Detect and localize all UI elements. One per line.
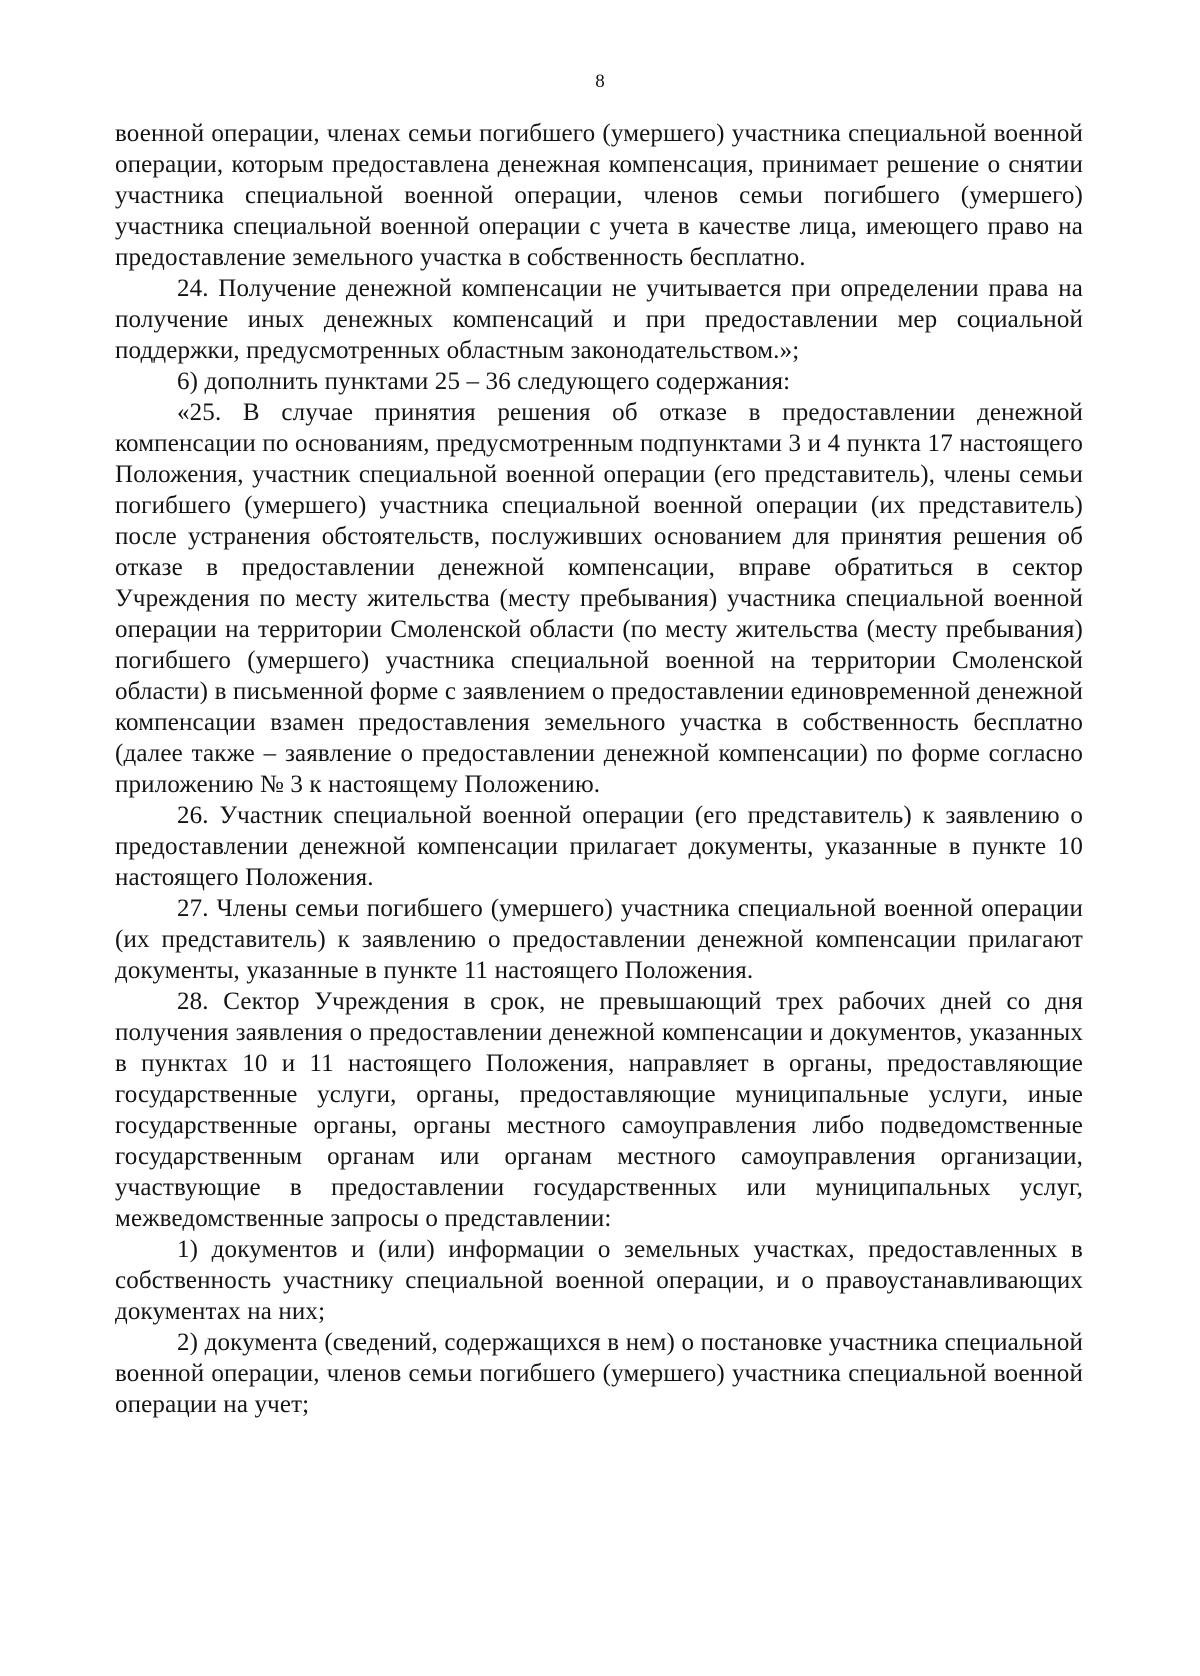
paragraph-item-25: «25. В случае принятия решения об отказе в предоставлении денежной компенсации по основаниям, предусмотренным подпунктами 3 и 4 пункта 17 настоящего Положения, участник специальной военной операции (его представитель), члены семьи погибшего (умершего) участника специальной военной операции (их представитель) после устранения обстоятельств, послуживших основанием для принятия решения об отказе в предоставлении денежной компенсации, вправе обратиться в сектор Учреждения по месту жительства (месту пребывания) участника специальной военной операции на территории Смоленской области (по месту жительства (месту пребывания) погибшего (умершего) участника специальной военной на территории Смоленской области) в письменной форме с заявлением о предоставлении единовременной денежной компенсации взамен предоставления земельного участка в собственность бесплатно (далее также – заявление о предоставлении денежной компенсации) по форме согласно приложению № 3 к настоящему Положению. xyxy=(115,399,1083,798)
paragraph-continuation: военной операции, членах семьи погибшего (умершего) участника специальной военной операции, которым предоставлена денежная компенсация, принимает решение о снятии участника специальной военной операции, членов семьи погибшего (умершего) участника специальной военной операции с учета в качестве лица, имеющего право на предоставление земельного участка в собственность бесплатно. xyxy=(115,120,1083,271)
document-body xyxy=(115,118,1083,1420)
paragraph-item-24: 24. Получение денежной компенсации не учитывается при определении права на получение иных денежных компенсаций и при предоставлении мер социальной поддержки, предусмотренных областным законодательством.»; xyxy=(115,275,1083,364)
paragraph-item-26: 26. Участник специальной военной операции (его представитель) к заявлению о предоставлении денежной компенсации прилагает документы, указанные в пункте 10 настоящего Положения. xyxy=(115,802,1083,891)
paragraph-item-27: 27. Члены семьи погибшего (умершего) участника специальной военной операции (их представитель) к заявлению о предоставлении денежной компенсации прилагают документы, указанные в пункте 11 настоящего Положения. xyxy=(115,895,1083,984)
paragraph-item-28: 28. Сектор Учреждения в срок, не превышающий трех рабочих дней со дня получения заявления о предоставлении денежной компенсации и документов, указанных в пунктах 10 и 11 настоящего Положения, направляет в органы, предоставляющие государственные услуги, органы, предоставляющие муниципальные услуги, иные государственные органы, органы местного самоуправления либо подведомственные государственным органам или органам местного самоуправления организации, участвующие в предоставлении государственных или муниципальных услуг, межведомственные запросы о представлении: xyxy=(115,988,1083,1232)
paragraph-subitem-6: 6) дополнить пунктами 25 – 36 следующего содержания: xyxy=(177,368,791,395)
paragraph-subitem-1: 1) документов и (или) информации о земельных участках, предоставленных в собственность участнику специальной военной операции, и о правоустанавливающих документах на них; xyxy=(115,1236,1083,1325)
page-number: 8 xyxy=(595,71,605,92)
paragraph-subitem-2: 2) документа (сведений, содержащихся в нем) о постановке участника специальной военной операции, членов семьи погибшего (умершего) участника специальной военной операции на учет; xyxy=(115,1329,1083,1418)
